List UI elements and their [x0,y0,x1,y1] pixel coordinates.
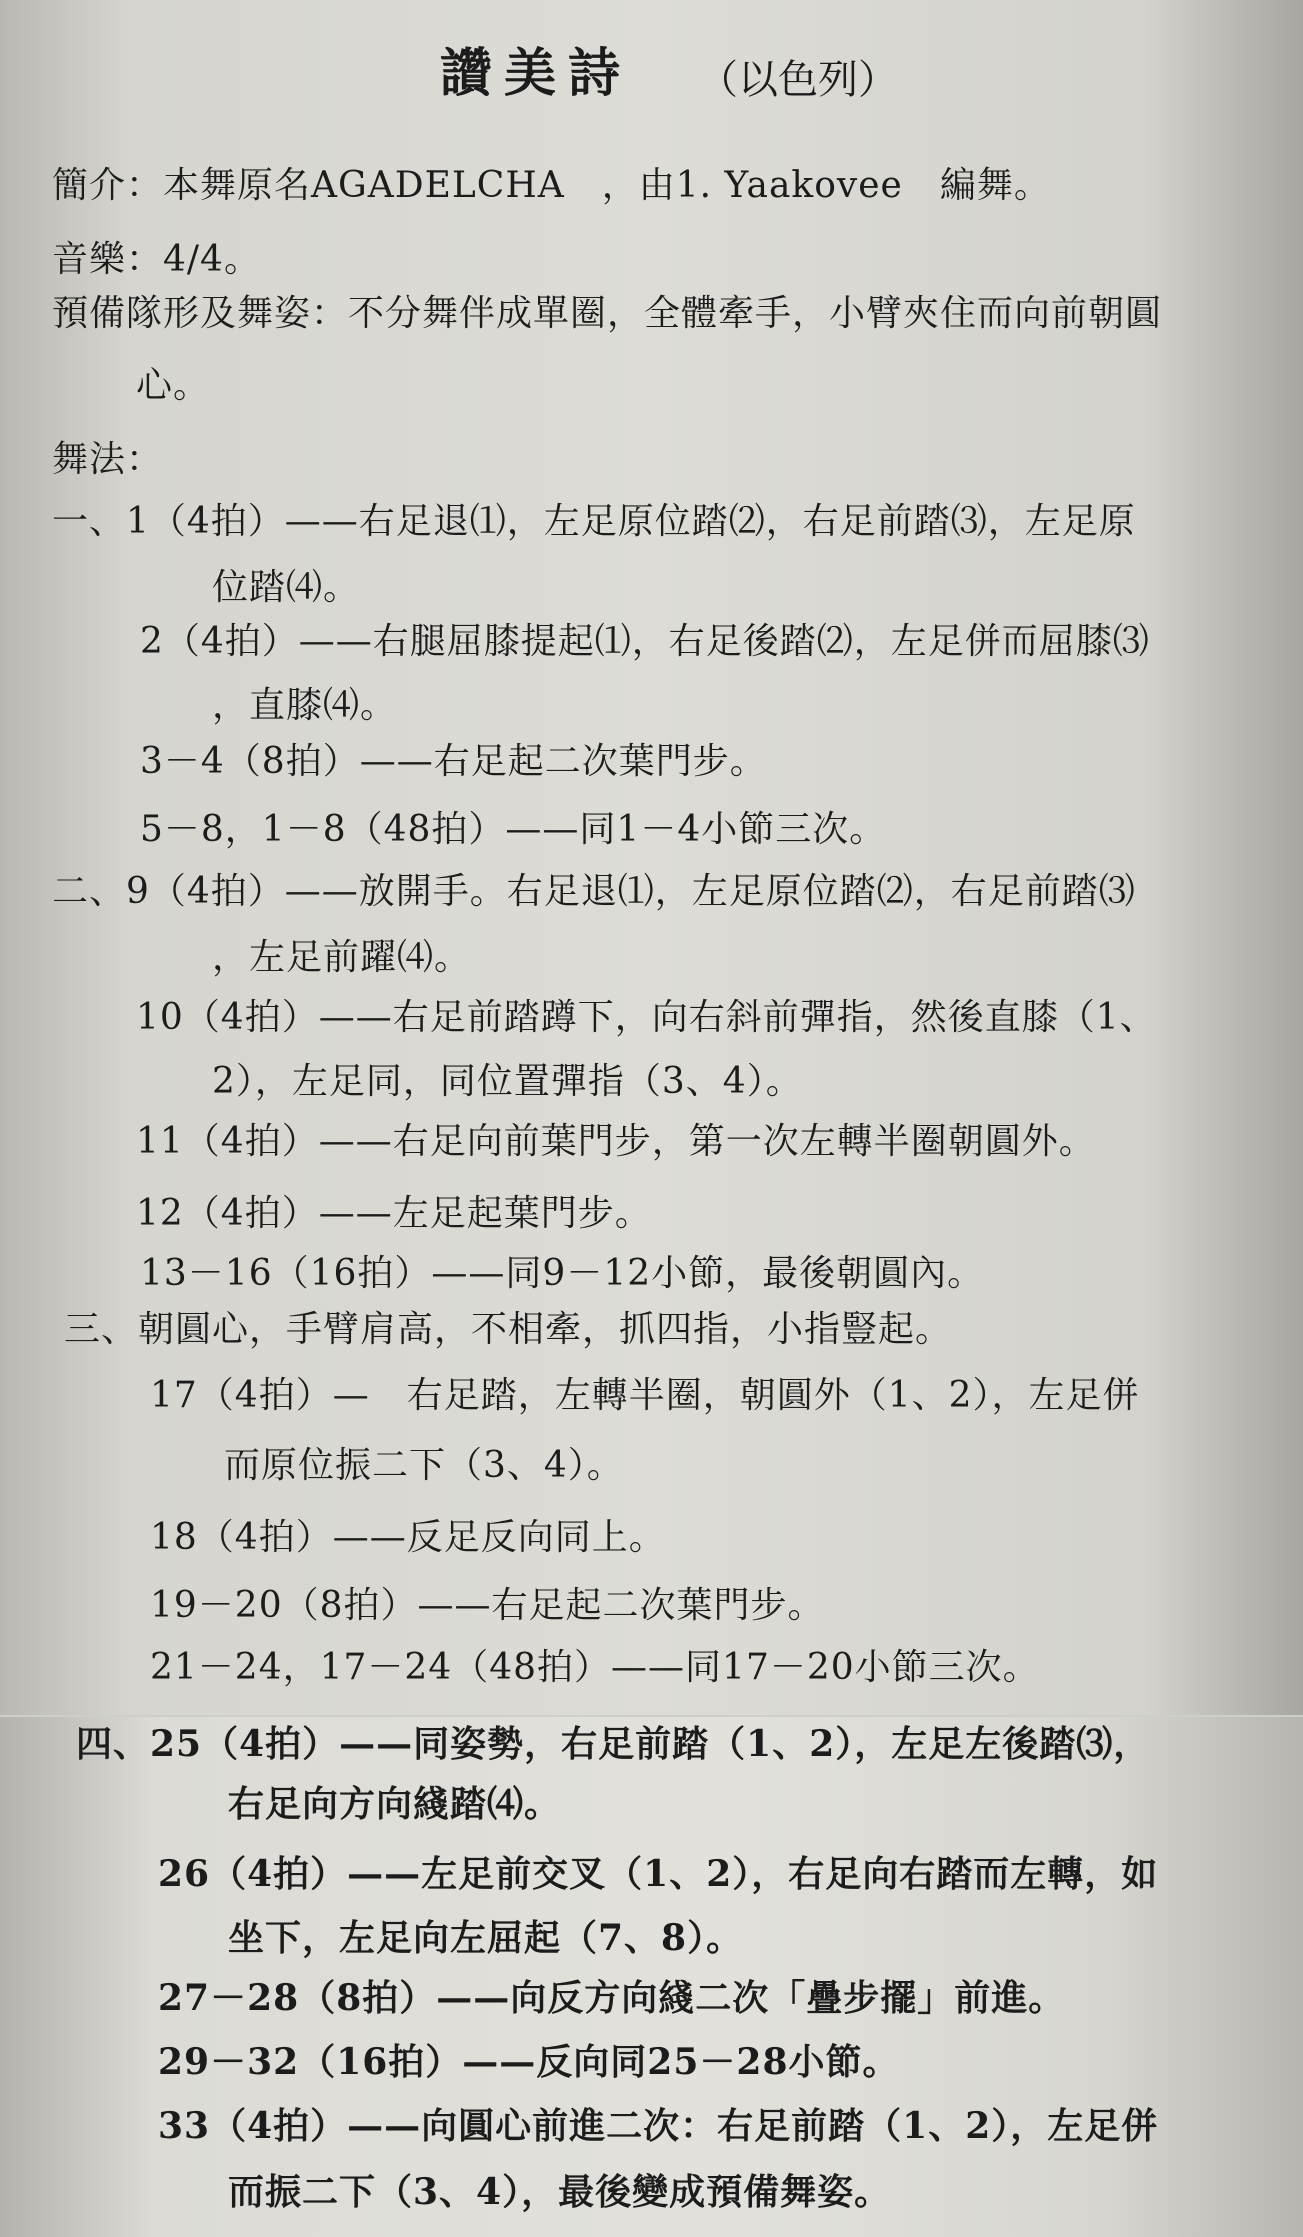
intro-line: 心。 [136,365,211,406]
step-line: 18（4拍）——反足反向同上。 [150,1517,666,1558]
step-line: 17（4拍）— 右足踏，左轉半圈，朝圓外（1、2），左足併 [150,1375,1140,1416]
step-line: 29－32（16拍）——反向同25－28小節。 [158,2041,900,2083]
step-line: 而振二下（3、4），最後變成預備舞姿。 [228,2171,892,2213]
step-line: 2（4拍）——右腿屈膝提起⑴，右足後踏⑵，左足併而屈膝⑶ [140,621,1150,662]
intro-line: 簡介：本舞原名AGADELCHA ，由1. Yaakovee 編舞。 [52,165,1051,206]
step-line: 13－16（16拍）——同9－12小節，最後朝圓內。 [140,1253,985,1294]
step-line: 10（4拍）——右足前踏蹲下，向右斜前彈指，然後直膝（1、 [136,997,1157,1038]
step-line: 右足向方向綫踏⑷。 [228,1783,562,1825]
step-line: 27－28（8拍）——向反方向綫二次「疊步擺」前進。 [158,1977,1066,2019]
step-line: 26（4拍）——左足前交叉（1、2），右足向右踏而左轉，如 [158,1853,1159,1895]
step-line: 21－24，17－24（48拍）——同17－20小節三次。 [150,1647,1040,1688]
page-subtitle: （以色列） [698,57,898,103]
step-line: 三、朝圓心，手臂肩高，不相牽，抓四指，小指豎起。 [64,1309,953,1350]
step-line: 一、1（4拍）——右足退⑴，左足原位踏⑵，右足前踏⑶，左足原 [52,501,1136,542]
intro-line: 預備隊形及舞姿：不分舞伴成單圈，全體牽手，小臂夾住而向前朝圓 [52,293,1163,334]
intro-line: 音樂：4/4。 [52,239,261,280]
step-line: 33（4拍）——向圓心前進二次：右足前踏（1、2），左足併 [158,2105,1159,2147]
step-line: 5－8，1－8（48拍）——同1－4小節三次。 [140,809,887,850]
step-line: 19－20（8拍）——右足起二次葉門步。 [150,1585,825,1626]
step-line: 二、9（4拍）——放開手。右足退⑴，左足原位踏⑵，右足前踏⑶ [52,871,1136,912]
step-line: 四、25（4拍）——同姿勢，右足前踏（1、2），左足左後踏⑶， [76,1723,1151,1765]
step-line: 坐下，左足向左屈起（7、8）。 [228,1917,744,1959]
step-line: 3－4（8拍）——右足起二次葉門步。 [140,741,767,782]
step-line: 11（4拍）——右足向前葉門步，第一次左轉半圈朝圓外。 [136,1121,1096,1162]
section-heading: 舞法： [52,439,164,480]
page-title: 讚美詩 [440,43,633,104]
step-line: 而原位振二下（3、4）。 [224,1445,624,1486]
step-line: ，左足前躍⑷。 [212,937,472,978]
step-line: 12（4拍）——左足起葉門步。 [136,1193,652,1234]
step-line: 位踏⑷。 [212,567,361,608]
step-line: ，直膝⑷。 [212,685,398,726]
step-line: 2），左足同，同位置彈指（3、4）。 [212,1061,803,1102]
